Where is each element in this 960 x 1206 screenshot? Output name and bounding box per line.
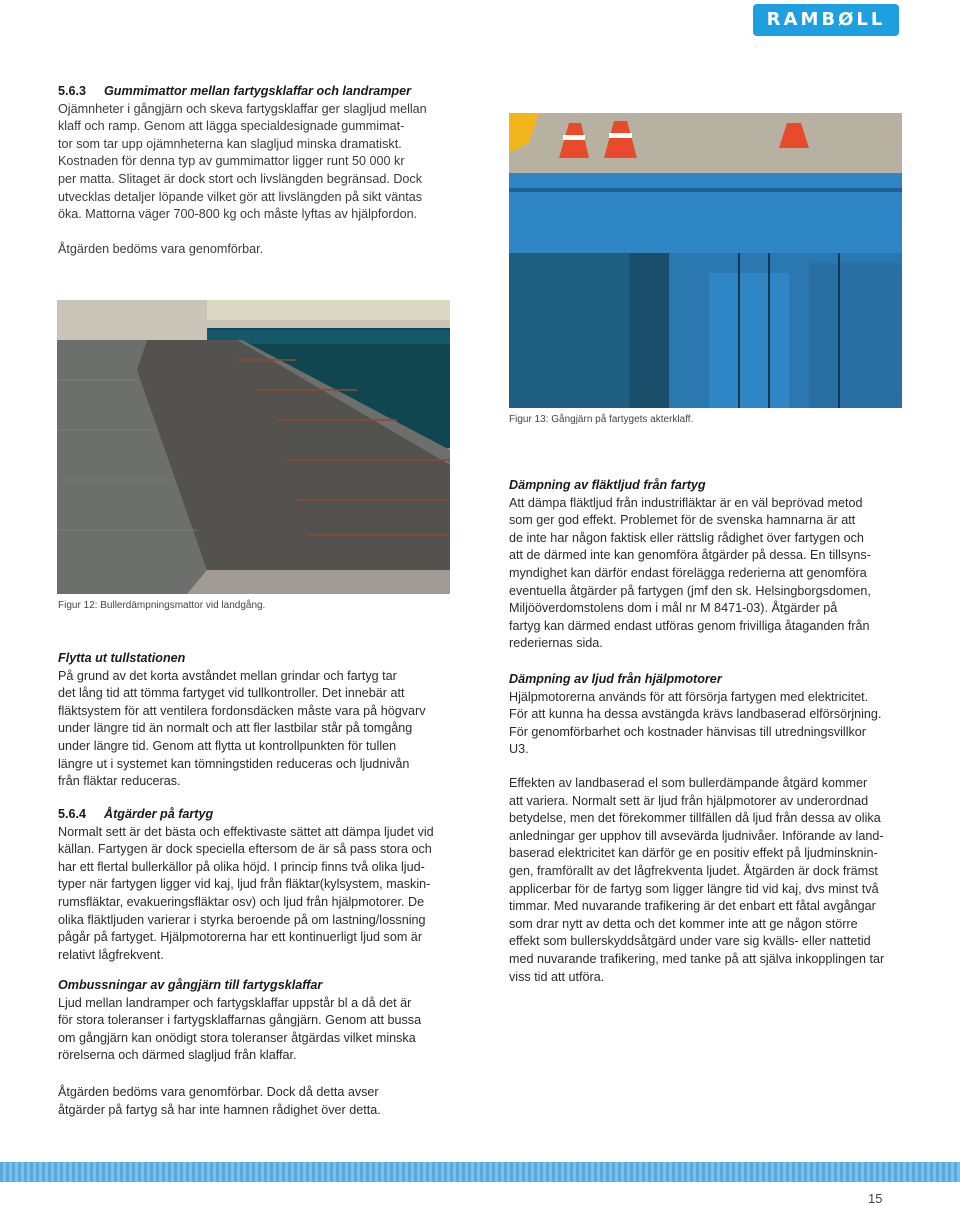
paragraph-line: källan. Fartygen är dock speciella eftersom de är så pass stora och: [58, 842, 432, 857]
paragraph-line: utvecklas detaljer löpande vilket gör att livslängden på sikt väntas: [58, 189, 423, 204]
paragraph-line: applicerbar för de fartyg som ligger längre tid vid kaj, dvs minst två: [509, 881, 879, 896]
paragraph-line: rörelserna och därmed slagljud från klaffar.: [58, 1048, 297, 1063]
subsection-heading: Ombussningar av gångjärn till fartygsklaffar: [58, 978, 323, 992]
paragraph-line: typer när fartygen ligger vid kaj, ljud från fläktar(kylsystem, maskin-: [58, 877, 431, 892]
section-heading: [58, 83, 458, 101]
section-title: Åtgärder på fartyg: [104, 807, 214, 821]
paragraph-line: som ger god effekt. Problemet för de svenska hamnarna är att: [509, 513, 856, 528]
subsection-heading: Flytta ut tullstationen: [58, 651, 186, 665]
paragraph-line: Ljud mellan landramper och fartygsklaffar uppstår bl a då det är: [58, 995, 412, 1010]
paragraph-line: viss tid att utföra.: [509, 969, 605, 984]
subsection-heading: Dämpning av fläktljud från fartyg: [509, 478, 706, 492]
section-5-6-4: [58, 806, 458, 964]
paragraph-line: tor som tar upp ojämnheterna kan slagljud minska dramatiskt.: [58, 136, 402, 151]
paragraph-line: fläktsystem för att ventilera fordonsdäcken måste vara på högvarv: [58, 703, 426, 718]
figure-12-caption: Figur 12: Bullerdämpningsmattor vid landgång.: [58, 600, 266, 611]
paragraph-line: om gångjärn kan onödigt stora toleranser åtgärdas vilket minska: [58, 1030, 416, 1045]
paragraph-line: de inte har någon faktisk eller rättslig rådighet över fartygen och: [509, 530, 864, 545]
section-ombussningar: [58, 977, 458, 1065]
paragraph-line: anledningar ger upphov till avsevärda ljudnivåer. Införande av land-: [509, 828, 884, 843]
paragraph-line: U3.: [509, 742, 529, 757]
section-heading: [58, 806, 458, 824]
subsection-heading: Dämpning av ljud från hjälpmotorer: [509, 672, 722, 686]
paragraph-line: myndighet kan därför endast förelägga rederierna att genomföra: [509, 565, 867, 580]
section-effekten: [509, 775, 909, 986]
paragraph-line: åtgärder på fartyg så har inte hamnen rådighet över detta.: [58, 1102, 381, 1117]
paragraph-line: För genomförbarhet och kostnader hänvisas till utredningsvillkor: [509, 724, 867, 739]
paragraph-line: timmar. Med nuvarande trafikering är det enbart ett fåtal avgångar: [509, 899, 876, 914]
paragraph-line: öka. Mattorna väger 700-800 kg och måste lyftas av hjälpfordon.: [58, 207, 418, 222]
section-number: 5.6.3: [58, 84, 87, 98]
paragraph-line: från fläktar reduceras.: [58, 774, 181, 789]
section-tullstation: [58, 650, 458, 791]
paragraph-line: gen, framförallt av det lågfrekventa ljudet. Åtgärden är dock främst: [509, 863, 878, 878]
paragraph-line: olika fläktljuden varierar i styrka beroende på om lastning/lossning: [58, 912, 426, 927]
paragraph-line: eventuella åtgärder på fartygen (jmf den sk. Helsingborgsdomen,: [509, 583, 871, 598]
paragraph-line: under längre tid. Genom att flytta ut kontrollpunkten för tullen: [58, 738, 397, 753]
paragraph-line: Hjälpmotorerna används för att försörja fartygen med elektricitet.: [509, 689, 869, 704]
paragraph-line: per matta. Slitaget är dock stort och livslängden begränsad. Dock: [58, 171, 423, 186]
paragraph-line: som drar nytt av detta och det kommer inte att ge någon större: [509, 916, 858, 931]
paragraph-line: Att dämpa fläktljud från industrifläktar är en väl beprövad metod: [509, 495, 863, 510]
section-flaktljud: [509, 477, 909, 653]
section-number: 5.6.4: [58, 807, 87, 821]
paragraph-line: klaff och ramp. Genom att lägga specialdesignade gummimat-: [58, 119, 405, 134]
paragraph-line: pågår på fartyget. Hjälpmotorerna har ett kontinuerligt ljud som är: [58, 930, 423, 945]
paragraph-line: effekt som bullerskyddsåtgärd under vare sig kvälls- eller nattetid: [509, 934, 871, 949]
paragraph-line: att variera. Normalt sett är ljud från hjälpmotorer av underordnad: [509, 793, 869, 808]
paragraph-line: har ett flertal bullerkällor på olika höjd. I princip finns två olika ljud-: [58, 859, 425, 874]
paragraph-line: fartyg kan därmed endast utföras genom frivilliga åtaganden från: [509, 618, 870, 633]
paragraph-line: Åtgärden bedöms vara genomförbar. Dock då detta avser: [58, 1085, 379, 1099]
figure-13-photo: [509, 113, 902, 408]
paragraph-line: med nuvarande trafikering, med tanke på att själva inkopplingen tar: [509, 951, 885, 966]
paragraph-line: För att kunna ha dessa avstängda krävs landbaserad elförsörjning.: [509, 707, 882, 722]
figure-13-caption: Figur 13: Gångjärn på fartygets akterklaff.: [509, 414, 694, 425]
verdict-text: Åtgärden bedöms vara genomförbar.: [58, 241, 264, 256]
section-title: Gummimattor mellan fartygsklaffar och landramper: [104, 84, 412, 98]
paragraph-line: att de därmed inte kan genomföra åtgärder på dessa. En tillsyns-: [509, 548, 871, 563]
bottom-verdict: [58, 1084, 458, 1119]
paragraph-line: längre ut i systemet kan tömningstiden reduceras och ljudnivån: [58, 756, 410, 771]
paragraph-line: det lång tid att tömma fartyget vid tullkontroller. Det innebär att: [58, 686, 405, 701]
paragraph-line: betydelse, men det förekommer tillfällen då ljud från dessa av olika: [509, 811, 881, 826]
paragraph-line: rumsfläktar, evakueringsfläktar osv) och ljud från hjälpmotorer. De: [58, 894, 425, 909]
paragraph-line: Miljööverdomstolens dom i mål nr M 8471-03). Åtgärder på: [509, 601, 838, 616]
paragraph-line: Ojämnheter i gångjärn och skeva fartygsklaffar ger slagljud mellan: [58, 101, 427, 116]
page-number: 15: [868, 1191, 883, 1206]
footer-bar: [0, 1162, 960, 1182]
section-5-6-3: [58, 83, 458, 258]
paragraph-line: Kostnaden för denna typ av gummimattor ligger runt 50 000 kr: [58, 154, 405, 169]
paragraph-line: för stora toleranser i fartygsklaffarnas gångjärn. Genom att bussa: [58, 1013, 422, 1028]
section-hjalpmotorer: [509, 671, 909, 759]
paragraph-line: relativt lågfrekvent.: [58, 947, 164, 962]
figure-12-photo: [57, 300, 450, 594]
paragraph-line: På grund av det korta avståndet mellan grindar och fartyg tar: [58, 668, 397, 683]
paragraph-line: under längre tid än normalt och att fler lastbilar står på tomgång: [58, 721, 413, 736]
paragraph-line: Effekten av landbaserad el som bullerdämpande åtgärd kommer: [509, 776, 868, 790]
paragraph-line: Normalt sett är det bästa och effektivaste sättet att dämpa ljudet vid: [58, 824, 434, 839]
paragraph-line: baserad elektricitet kan därför ge en positiv effekt på ljudminsknin-: [509, 846, 878, 861]
paragraph-line: rederiernas sida.: [509, 636, 603, 651]
ramboll-logo: RAMBØLL: [753, 4, 899, 36]
